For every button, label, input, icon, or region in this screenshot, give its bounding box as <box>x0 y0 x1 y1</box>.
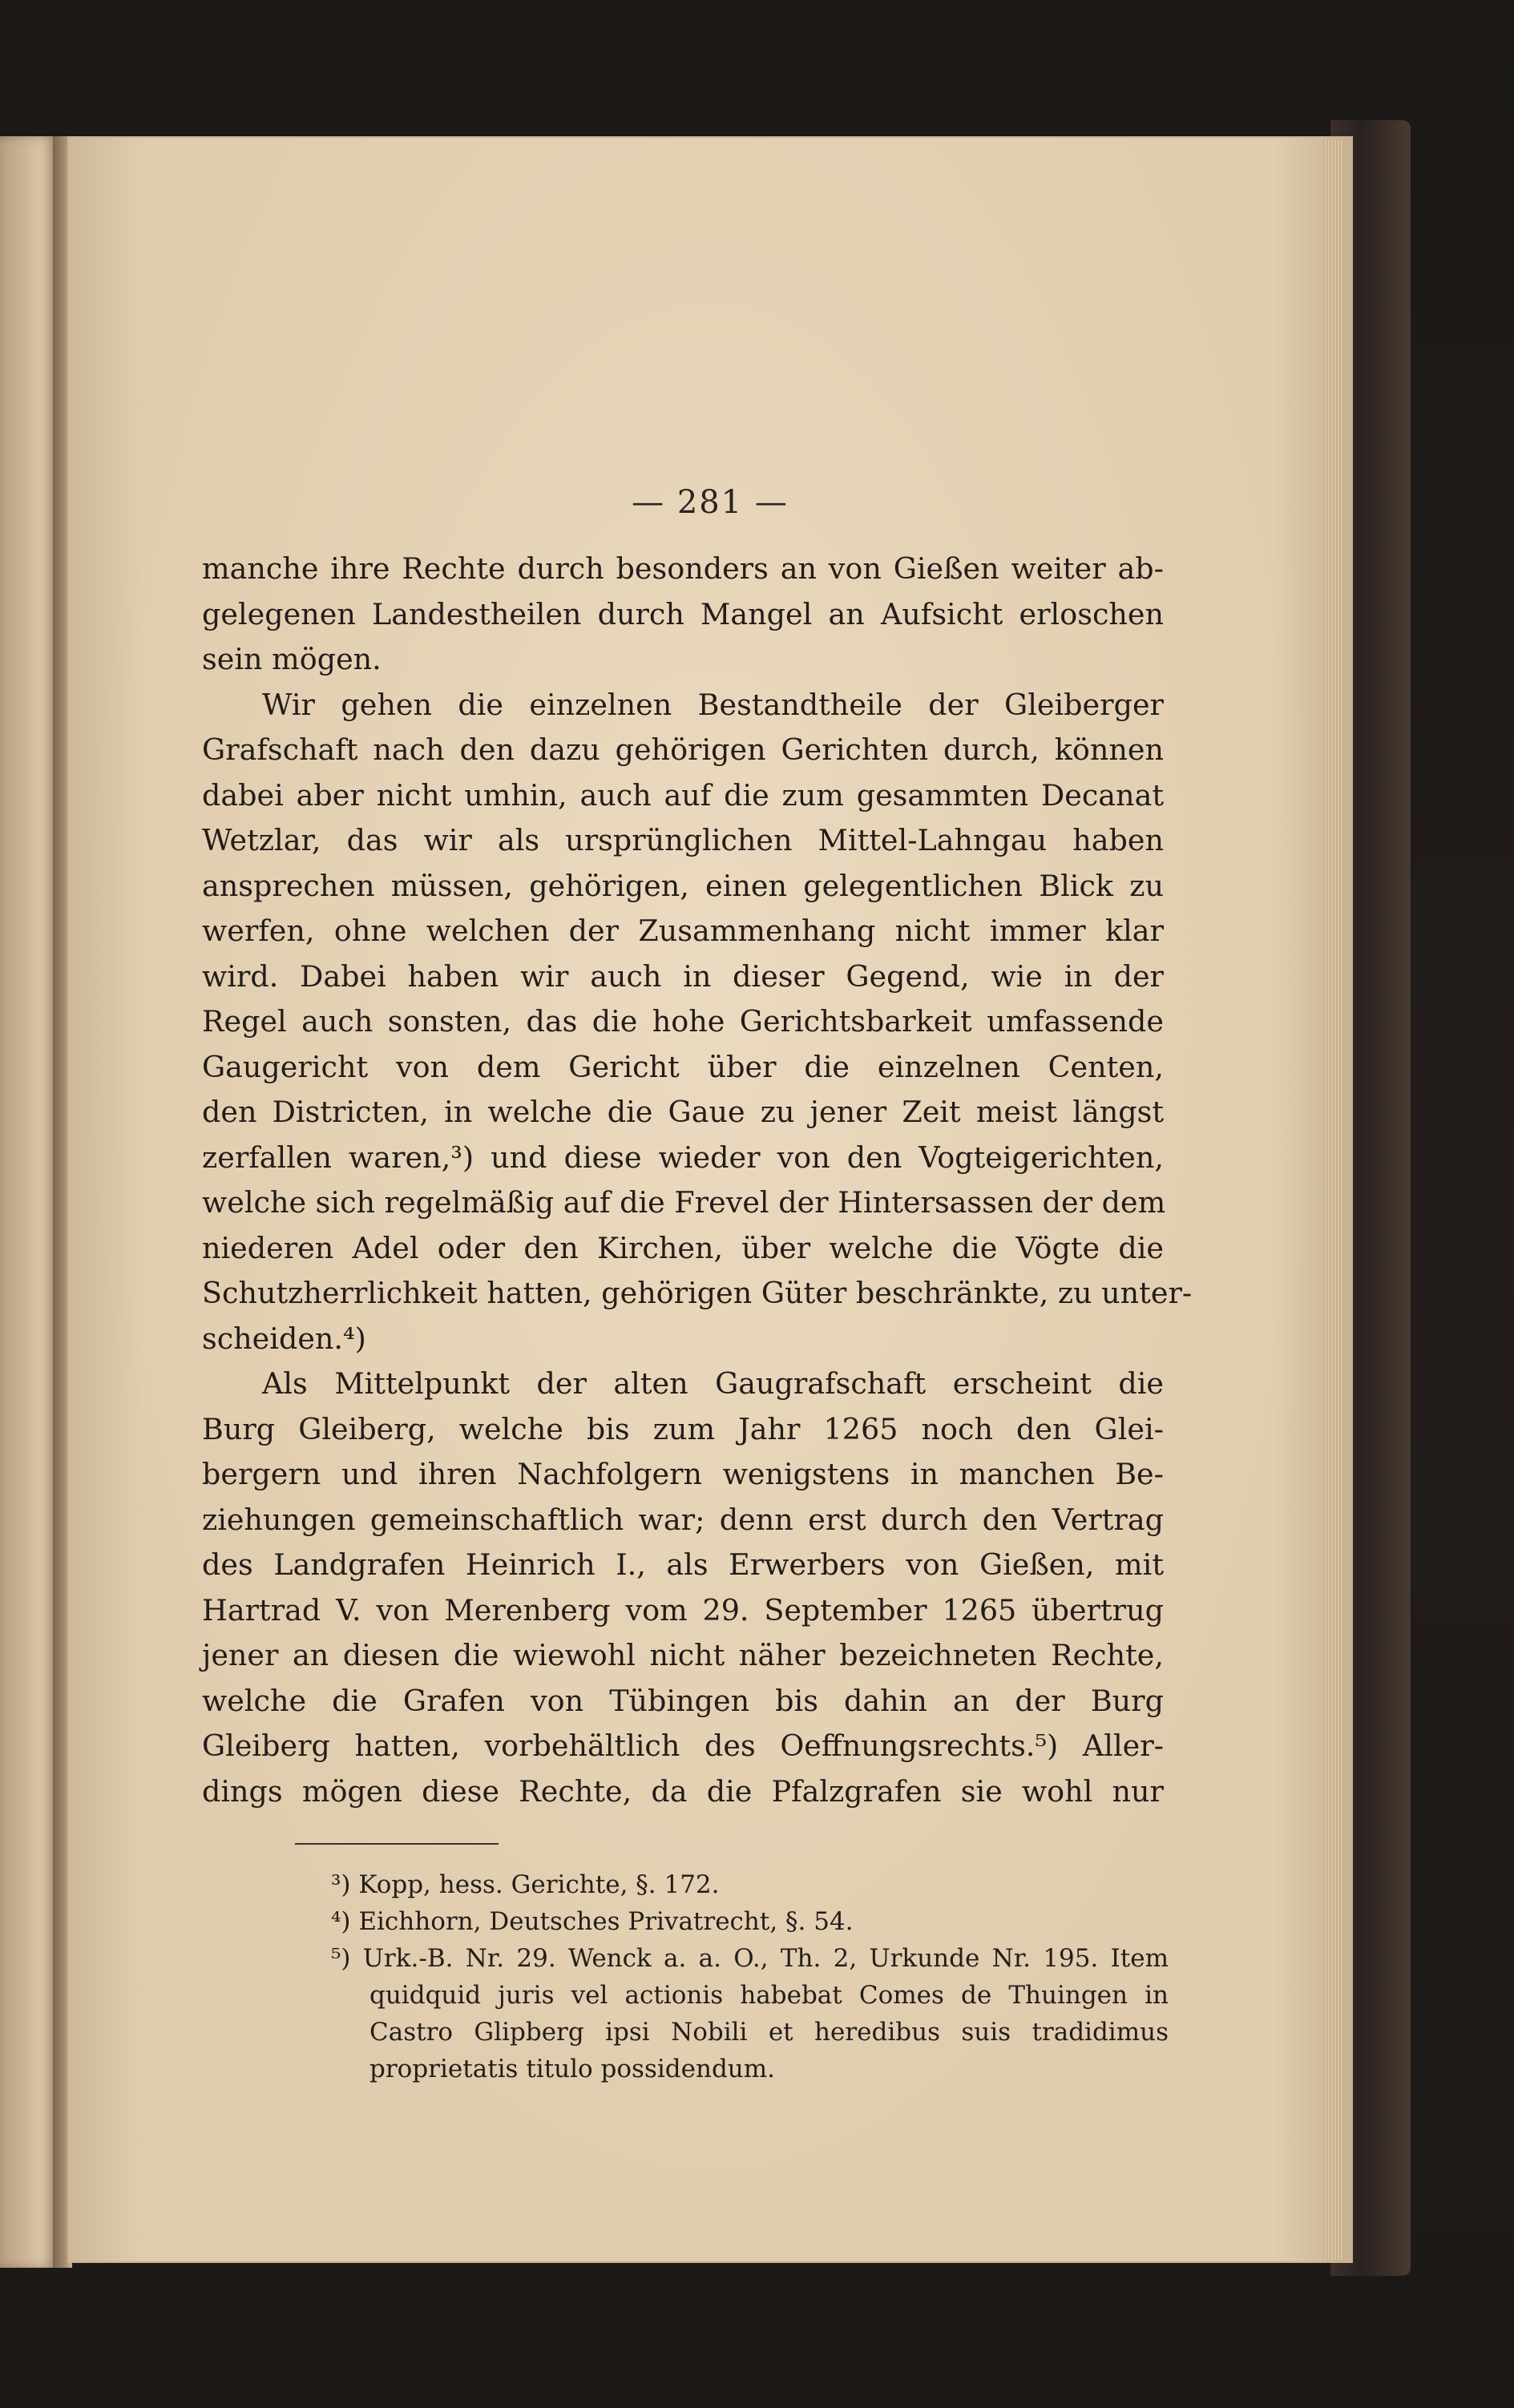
footnote: ⁴) Eichhorn, Deutsches Privatrecht, §. 54. <box>331 1907 854 1936</box>
text-line: Wetzlar, das wir als ursprünglichen Mittel-Lahngau haben <box>202 823 1164 857</box>
text-line: welche die Grafen von Tübingen bis dahin an der Burg <box>202 1683 1164 1718</box>
text-line: niederen Adel oder den Kirchen, über welche die Vögte die <box>202 1230 1164 1265</box>
text-line: jener an diesen die wiewohl nicht näher bezeichneten Rechte, <box>202 1638 1164 1672</box>
text-line: gelegenen Landestheilen durch Mangel an Aufsicht erloschen <box>202 596 1164 631</box>
text-line: dabei aber nicht umhin, auch auf die zum gesammten Decanat <box>202 777 1164 813</box>
footnote: ⁵) Urk.-B. Nr. 29. Wenck a. a. O., Th. 2, Urkunde Nr. 195. Item <box>331 1944 1169 1973</box>
footnote-rule <box>295 1843 499 1845</box>
text-line: Grafschaft nach den dazu gehörigen Gerichten durch, können <box>202 732 1164 767</box>
text-line: des Landgrafen Heinrich I., als Erwerbers von Gießen, mit <box>202 1547 1164 1582</box>
text-line: ziehungen gemeinschaftlich war; denn erst durch den Vertrag <box>202 1502 1164 1537</box>
footnote: ³) Kopp, hess. Gerichte, §. 172. <box>331 1870 720 1899</box>
text-line: ansprechen müssen, gehörigen, einen gelegentlichen Blick zu <box>202 868 1164 903</box>
text-line: Hartrad V. von Merenberg vom 29. September 1265 übertrug <box>202 1592 1164 1628</box>
text-line: Burg Gleiberg, welche bis zum Jahr 1265 noch den Glei- <box>202 1411 1164 1446</box>
main-text <box>202 547 1193 1814</box>
page-number: — 281 — <box>632 484 789 521</box>
book-page <box>69 138 1351 2261</box>
text-line: Als Mittelpunkt der alten Gaugrafschaft erscheint die <box>262 1366 1164 1401</box>
text-line: Regel auch sonsten, das die hohe Gerichtsbarkeit umfassende <box>202 1004 1164 1039</box>
footnotes <box>331 1866 1169 2087</box>
text-line: Schutzherrlichkeit hatten, gehörigen Güter beschränkte, zu unter- <box>202 1276 1193 1310</box>
text-line: Gaugericht von dem Gericht über die einzelnen Centen, <box>202 1049 1164 1084</box>
text-line: sein mögen. <box>202 642 382 676</box>
text-line: wird. Dabei haben wir auch in dieser Gegend, wie in der <box>202 958 1164 994</box>
text-line: bergern und ihren Nachfolgern wenigstens in manchen Be- <box>202 1457 1164 1491</box>
page-stack-edges <box>1322 140 1343 2260</box>
text-line: scheiden.⁴) <box>202 1321 366 1356</box>
facing-page-edge <box>0 136 56 2268</box>
footnote-continuation: proprietatis titulo possidendum. <box>369 2055 776 2083</box>
text-line: welche sich regelmäßig auf die Frevel der Hintersassen der dem <box>202 1185 1166 1220</box>
text-line: Gleiberg hatten, vorbehältlich des Oeffnungsrechts.⁵) Aller- <box>202 1728 1164 1763</box>
text-line: den Districten, in welche die Gaue zu jener Zeit meist längst <box>202 1095 1164 1129</box>
footnote-continuation: quidquid juris vel actionis habebat Comes de Thuingen in <box>369 1981 1169 2010</box>
text-line: zerfallen waren,³) und diese wieder von den Vogteigerichten, <box>202 1139 1164 1175</box>
footnote-continuation: Castro Glipberg ipsi Nobili et heredibus suis tradidimus <box>369 2018 1169 2047</box>
text-line: Wir gehen die einzelnen Bestandtheile der Gleiberger <box>262 687 1164 722</box>
text-line: manche ihre Rechte durch besonders an von Gießen weiter ab- <box>202 551 1164 586</box>
text-line: dings mögen diese Rechte, da die Pfalzgrafen sie wohl nur <box>202 1773 1164 1809</box>
text-line: werfen, ohne welchen der Zusammenhang nicht immer klar <box>202 914 1164 948</box>
